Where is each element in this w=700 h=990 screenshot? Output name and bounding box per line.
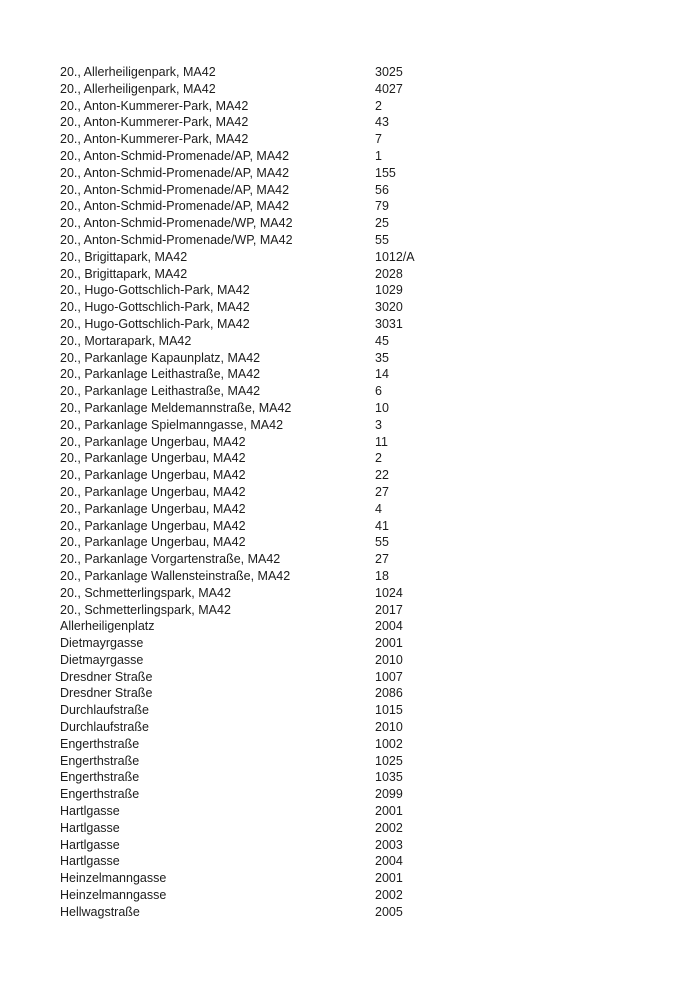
location-name: 20., Anton-Kummerer-Park, MA42 (60, 115, 249, 130)
location-name: Engerthstraße (60, 787, 140, 802)
location-number: 22 (375, 468, 389, 483)
table-row (60, 602, 660, 619)
location-name: 20., Parkanlage Vorgartenstraße, MA42 (60, 552, 281, 567)
table-row (60, 400, 660, 417)
location-name: Hartlgasse (60, 837, 120, 852)
location-number: 55 (375, 232, 389, 247)
location-name: 20., Parkanlage Spielmanngasse, MA42 (60, 417, 284, 432)
location-name: 20., Allerheiligenpark, MA42 (60, 81, 216, 96)
location-name: Engerthstraße (60, 753, 140, 768)
location-number: 2010 (375, 652, 403, 667)
location-number: 3031 (375, 316, 403, 331)
location-name: Allerheiligenplatz (60, 619, 155, 634)
table-row (60, 870, 660, 887)
location-name: 20., Schmetterlingspark, MA42 (60, 602, 231, 617)
location-name: Dietmayrgasse (60, 652, 144, 667)
location-name: 20., Parkanlage Ungerbau, MA42 (60, 434, 246, 449)
location-number: 2 (375, 451, 382, 466)
table-row (60, 316, 660, 333)
table-row (60, 434, 660, 451)
table-row (60, 383, 660, 400)
location-number: 4027 (375, 81, 403, 96)
table-row (60, 215, 660, 232)
table-row (60, 131, 660, 148)
location-name: Heinzelmanngasse (60, 871, 167, 886)
location-name: 20., Brigittapark, MA42 (60, 249, 188, 264)
location-number: 2005 (375, 904, 403, 919)
table-row (60, 585, 660, 602)
location-number: 4 (375, 501, 382, 516)
location-name: 20., Parkanlage Ungerbau, MA42 (60, 501, 246, 516)
location-name: 20., Parkanlage Leithastraße, MA42 (60, 367, 261, 382)
location-number: 2003 (375, 837, 403, 852)
location-number: 2 (375, 98, 382, 113)
location-name: 20., Mortarapark, MA42 (60, 333, 192, 348)
location-name: 20., Anton-Schmid-Promenade/AP, MA42 (60, 199, 290, 214)
location-number: 11 (375, 434, 388, 449)
table-row (60, 803, 660, 820)
location-number: 2099 (375, 787, 403, 802)
location-name: Hellwagstraße (60, 904, 140, 919)
location-number: 14 (375, 367, 389, 382)
location-number: 2002 (375, 820, 403, 835)
location-name: Hartlgasse (60, 804, 120, 819)
location-name: 20., Anton-Schmid-Promenade/AP, MA42 (60, 182, 290, 197)
table-row (60, 81, 660, 98)
location-number: 3 (375, 417, 382, 432)
location-number: 55 (375, 535, 389, 550)
location-name: 20., Anton-Schmid-Promenade/AP, MA42 (60, 148, 290, 163)
location-name: 20., Hugo-Gottschlich-Park, MA42 (60, 283, 250, 298)
location-name: Hartlgasse (60, 820, 120, 835)
location-name: 20., Brigittapark, MA42 (60, 266, 188, 281)
location-number: 2001 (375, 636, 403, 651)
table-row (60, 518, 660, 535)
location-name: 20., Schmetterlingspark, MA42 (60, 585, 231, 600)
location-name: 20., Parkanlage Ungerbau, MA42 (60, 451, 246, 466)
table-row (60, 114, 660, 131)
location-number: 79 (375, 199, 389, 214)
location-name: 20., Parkanlage Leithastraße, MA42 (60, 384, 261, 399)
table-row (60, 534, 660, 551)
location-name: Dresdner Straße (60, 686, 153, 701)
location-name: 20., Parkanlage Ungerbau, MA42 (60, 468, 246, 483)
location-name: 20., Anton-Schmid-Promenade/WP, MA42 (60, 216, 293, 231)
table-row (60, 769, 660, 786)
location-number: 2004 (375, 854, 403, 869)
location-number: 25 (375, 216, 389, 231)
table-row (60, 249, 660, 266)
location-number: 2001 (375, 871, 403, 886)
table-row (60, 484, 660, 501)
location-number: 18 (375, 568, 389, 583)
table-row (60, 198, 660, 215)
table-row (60, 148, 660, 165)
table-row (60, 182, 660, 199)
location-name: Hartlgasse (60, 854, 120, 869)
table-row (60, 551, 660, 568)
table-row (60, 568, 660, 585)
table-row (60, 282, 660, 299)
location-number: 2086 (375, 686, 403, 701)
location-name: Durchlaufstraße (60, 720, 149, 735)
location-number: 1007 (375, 669, 403, 684)
location-name: Dresdner Straße (60, 669, 153, 684)
location-name: 20., Hugo-Gottschlich-Park, MA42 (60, 300, 250, 315)
table-row (60, 232, 660, 249)
table-row (60, 467, 660, 484)
location-name: Dietmayrgasse (60, 636, 144, 651)
location-name: 20., Parkanlage Wallensteinstraße, MA42 (60, 568, 291, 583)
table-row (60, 450, 660, 467)
table-row (60, 266, 660, 283)
table-row (60, 165, 660, 182)
table-row (60, 786, 660, 803)
location-number: 56 (375, 182, 389, 197)
location-name: 20., Allerheiligenpark, MA42 (60, 65, 216, 79)
location-name: Engerthstraße (60, 770, 140, 785)
table-row (60, 618, 660, 635)
location-name: 20., Anton-Kummerer-Park, MA42 (60, 98, 249, 113)
table-row (60, 702, 660, 719)
location-name: 20., Parkanlage Kapaunplatz, MA42 (60, 350, 261, 365)
table-row (60, 299, 660, 316)
table-row (60, 350, 660, 367)
table-row (60, 366, 660, 383)
location-name: 20., Anton-Schmid-Promenade/WP, MA42 (60, 232, 293, 247)
table-row (60, 98, 660, 115)
location-number: 1002 (375, 736, 403, 751)
location-name: 20., Parkanlage Ungerbau, MA42 (60, 484, 246, 499)
location-number: 2004 (375, 619, 403, 634)
table-row (60, 837, 660, 854)
location-number: 1024 (375, 585, 403, 600)
table-row (60, 652, 660, 669)
table-row (60, 635, 660, 652)
location-number: 43 (375, 115, 389, 130)
table-row (60, 333, 660, 350)
table-row (60, 501, 660, 518)
location-number: 2010 (375, 720, 403, 735)
table-row (60, 820, 660, 837)
location-name: 20., Parkanlage Ungerbau, MA42 (60, 518, 246, 533)
location-name: 20., Anton-Kummerer-Park, MA42 (60, 132, 249, 147)
location-number: 27 (375, 484, 389, 499)
location-number: 1012/A (375, 249, 415, 264)
location-number: 1025 (375, 753, 403, 768)
location-number: 10 (375, 400, 389, 415)
location-number: 35 (375, 350, 389, 365)
table-row (60, 887, 660, 904)
location-number: 2001 (375, 804, 403, 819)
location-number: 41 (375, 518, 389, 533)
location-number: 2028 (375, 266, 403, 281)
location-number: 1 (375, 148, 382, 163)
location-name: 20., Hugo-Gottschlich-Park, MA42 (60, 316, 250, 331)
location-number: 3025 (375, 65, 403, 79)
location-name: Heinzelmanngasse (60, 888, 167, 903)
table-row (60, 753, 660, 770)
location-number: 6 (375, 384, 382, 399)
table-row (60, 904, 660, 921)
location-name: Durchlaufstraße (60, 703, 149, 718)
location-number: 2002 (375, 888, 403, 903)
location-number: 7 (375, 132, 382, 147)
location-name: Engerthstraße (60, 736, 140, 751)
location-number: 45 (375, 333, 389, 348)
table-row (60, 64, 660, 81)
location-number: 2017 (375, 602, 403, 617)
location-number: 1015 (375, 703, 403, 718)
table-row (60, 669, 660, 686)
table-row (60, 685, 660, 702)
location-name: 20., Anton-Schmid-Promenade/AP, MA42 (60, 165, 290, 180)
location-name: 20., Parkanlage Ungerbau, MA42 (60, 535, 246, 550)
location-list (60, 64, 660, 921)
location-name: 20., Parkanlage Meldemannstraße, MA42 (60, 400, 292, 415)
location-number: 1035 (375, 770, 403, 785)
location-number: 1029 (375, 283, 403, 298)
location-number: 27 (375, 552, 389, 567)
table-row (60, 853, 660, 870)
table-row (60, 719, 660, 736)
table-row (60, 736, 660, 753)
location-number: 3020 (375, 300, 403, 315)
table-row (60, 417, 660, 434)
location-number: 155 (375, 165, 396, 180)
